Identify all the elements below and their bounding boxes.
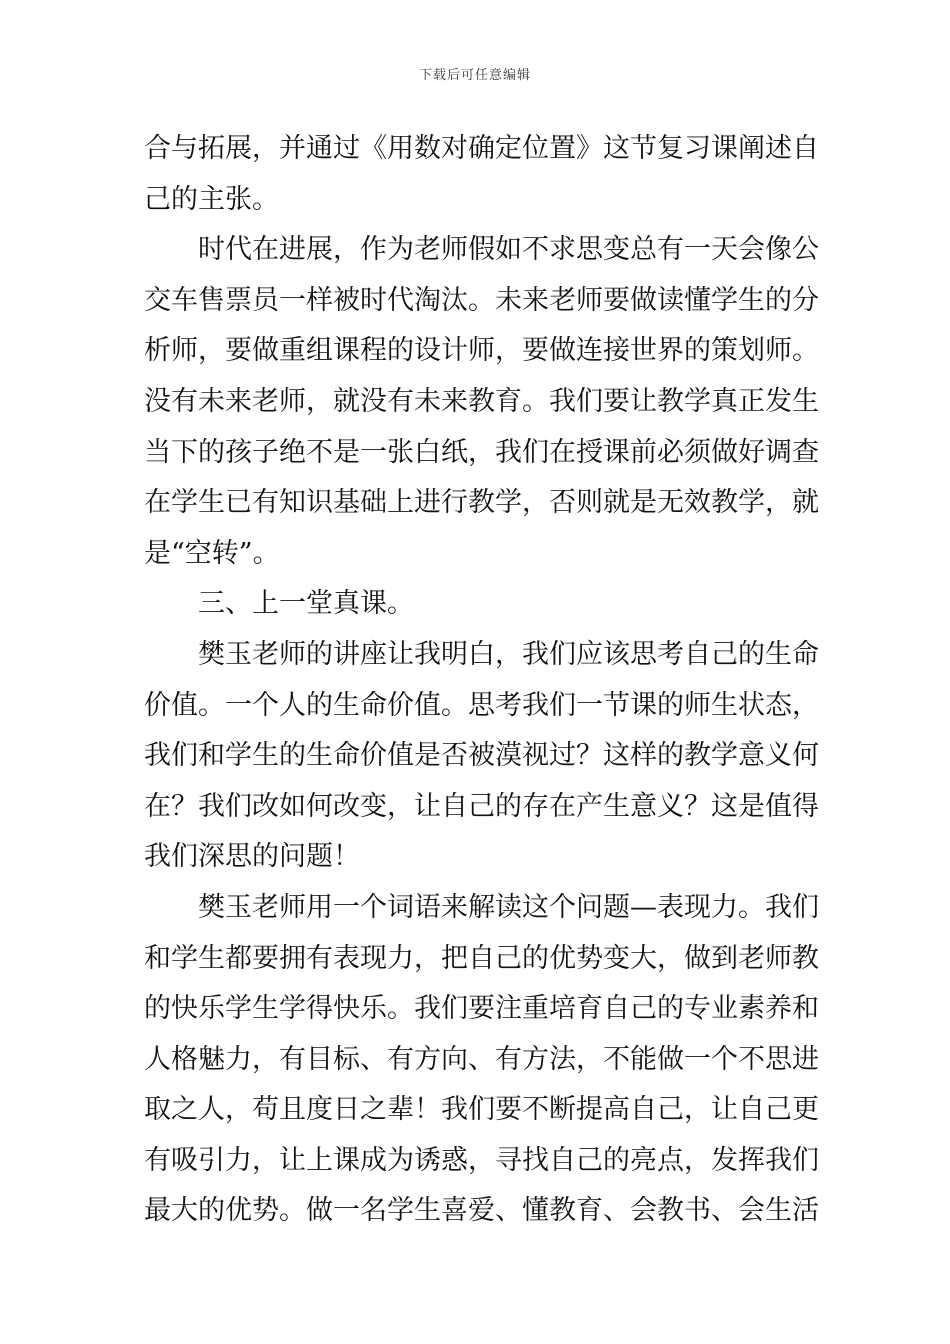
text-line: 价值。一个人的生命价值。思考我们一节课的师生状态， [144,689,819,721]
paragraph-first-line: 樊玉老师的讲座让我明白，我们应该思考自己的生命 [198,638,819,670]
text-line: 人格魅力，有目标、有方向、有方法，不能做一个不思进 [144,1043,819,1075]
text-line: 取之人，苟且度日之辈！我们要不断提高自己，让自己更 [144,1094,819,1126]
document-body [144,124,819,1237]
text-line: 有吸引力，让上课成为诱惑，寻找自己的亮点，发挥我们 [144,1144,819,1176]
text-line: 是“空转”。 [144,537,280,569]
paragraph-first-line: 樊玉老师用一个词语来解读这个问题—表现力。我们 [198,891,819,923]
text-line: 和学生都要拥有表现力，把自己的优势变大，做到老师教 [144,942,819,974]
page-header: 下载后可任意编辑 [418,68,531,83]
section-heading: 三、上一堂真课。 [198,588,414,620]
text-line: 没有未来老师，就没有未来教育。我们要让教学真正发生 [144,385,819,417]
text-line: 在学生已有知识基础上进行教学，否则就是无效教学，就 [144,487,819,519]
text-line: 的快乐学生学得快乐。我们要注重培育自己的专业素养和 [144,993,819,1025]
text-line: 最大的优势。做一名学生喜爱、懂教育、会教书、会生活 [144,1195,819,1227]
paragraph-first-line: 时代在进展，作为老师假如不求思变总有一天会像公 [198,234,819,266]
text-line: 合与拓展，并通过《用数对确定位置》这节复习课阐述自 [144,133,819,164]
text-line: 我们和学生的生命价值是否被漠视过？这样的教学意义何 [144,740,819,772]
text-line: 当下的孩子绝不是一张白纸，我们在授课前必须做好调查 [144,436,819,468]
text-line: 我们深思的问题！ [144,841,360,873]
text-line: 在？我们改如何改变，让自己的存在产生意义？这是值得 [144,790,819,822]
text-line: 析师，要做重组课程的设计师，要做连接世界的策划师。 [144,335,819,367]
text-line: 交车售票员一样被时代淘汰。未来老师要做读懂学生的分 [144,284,819,316]
text-line: 己的主张。 [144,183,279,215]
